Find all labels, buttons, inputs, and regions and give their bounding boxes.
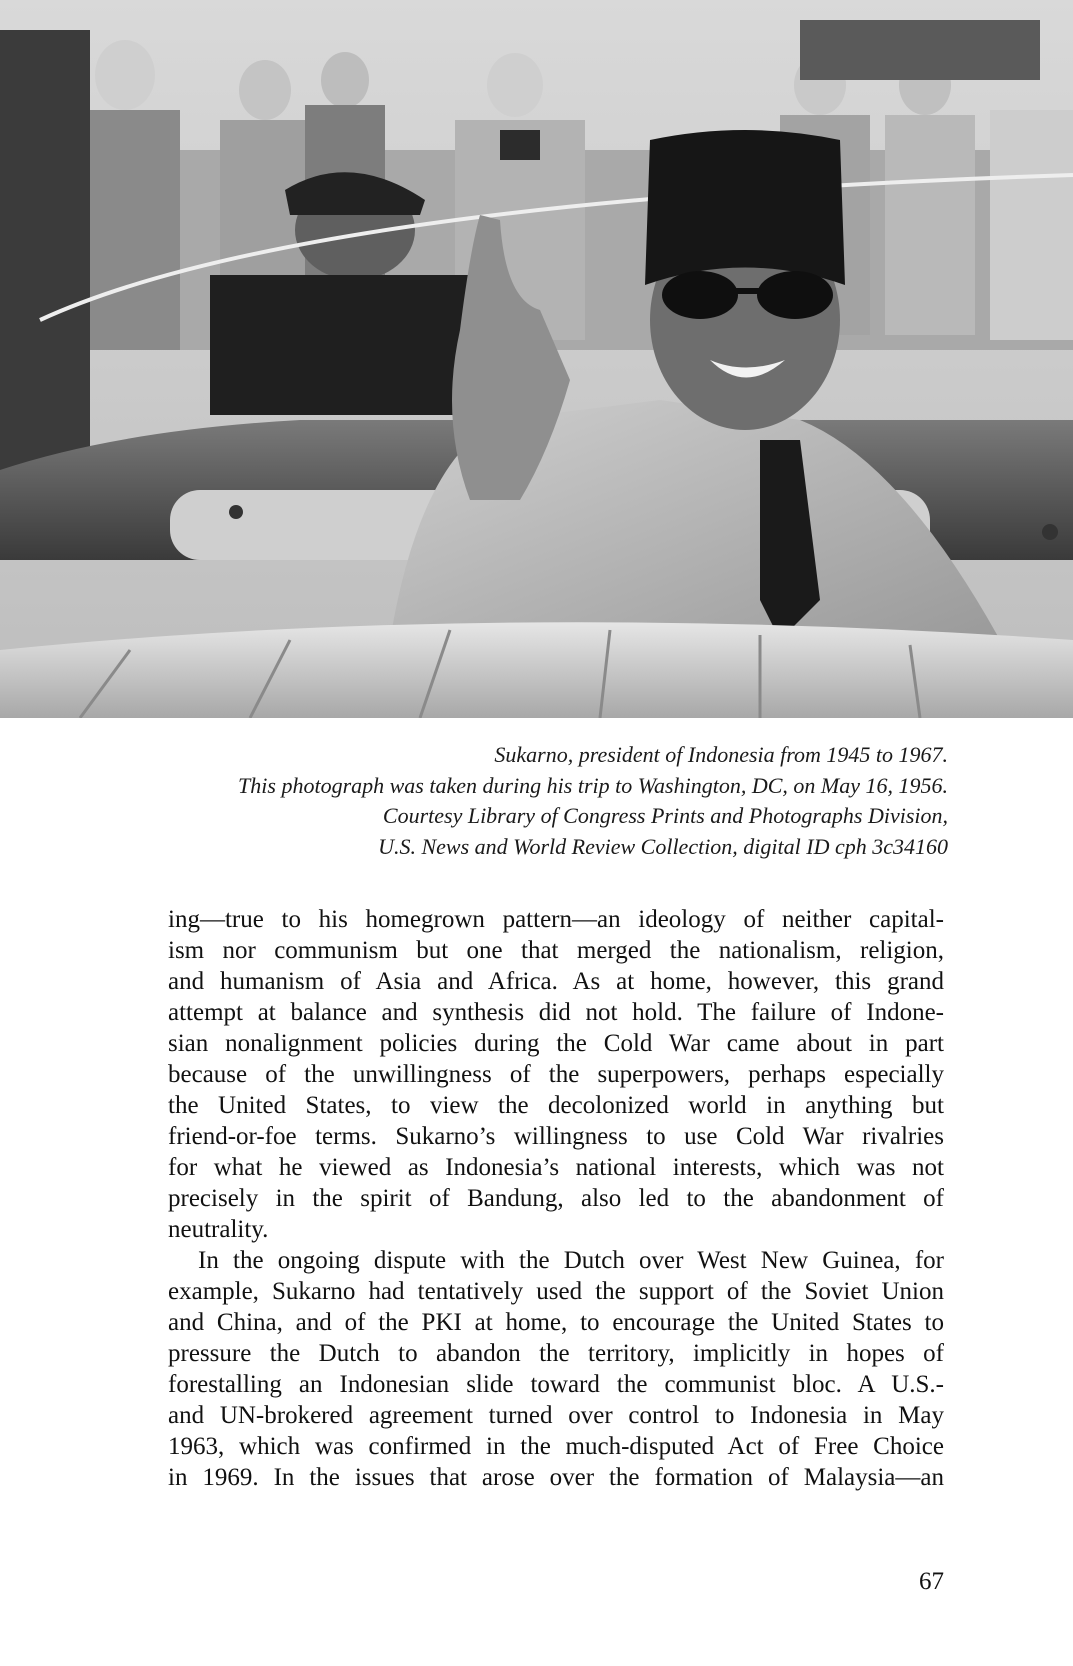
- paragraph-line: because of the unwillingness of the superpowers, perhaps especially: [168, 1061, 944, 1088]
- photograph: [0, 0, 1073, 718]
- paragraph-line: the United States, to view the decolonized world in anything but: [168, 1092, 944, 1119]
- paragraph-line: 1963, which was confirmed in the much-disputed Act of Free Choice: [168, 1433, 944, 1460]
- paragraph-line: for what he viewed as Indonesia’s national interests, which was not: [168, 1154, 944, 1181]
- paragraph-line: attempt at balance and synthesis did not hold. The failure of Indone-: [168, 999, 944, 1026]
- photograph-image: [0, 0, 1073, 718]
- paragraph-line: pressure the Dutch to abandon the territory, implicitly in hopes of: [168, 1340, 944, 1367]
- paragraph-line: neutrality.: [168, 1216, 269, 1243]
- caption-line-4: U.S. News and World Review Collection, digital ID cph 3c34160: [378, 833, 948, 859]
- paragraph-line: in 1969. In the issues that arose over the formation of Malaysia—an: [168, 1464, 944, 1491]
- paragraph-line: and humanism of Asia and Africa. As at home, however, this grand: [168, 968, 944, 995]
- paragraph-line: and China, and of the PKI at home, to encourage the United States to: [168, 1309, 944, 1336]
- paragraph-line: precisely in the spirit of Bandung, also led to the abandonment of: [168, 1185, 944, 1212]
- photo-caption: [100, 740, 948, 862]
- page-number: 67: [919, 1568, 944, 1595]
- caption-line-3: Courtesy Library of Congress Prints and Photographs Division,: [382, 803, 948, 828]
- paragraph-line: example, Sukarno had tentatively used the support of the Soviet Union: [168, 1278, 944, 1305]
- caption-line-2: This photograph was taken during his trip to Washington, DC, on May 16, 1956.: [238, 772, 948, 798]
- body-text: [168, 904, 944, 1493]
- paragraph-line: and UN-brokered agreement turned over control to Indonesia in May: [168, 1402, 944, 1429]
- paragraph-1: [168, 904, 944, 1245]
- paragraph-line: In the ongoing dispute with the Dutch over West New Guinea, for: [198, 1247, 944, 1274]
- paragraph-line: forestalling an Indonesian slide toward the communist bloc. A U.S.-: [168, 1371, 944, 1398]
- paragraph-line: friend-or-foe terms. Sukarno’s willingness to use Cold War rivalries: [168, 1123, 944, 1150]
- caption-line-1: Sukarno, president of Indonesia from 1945 to 1967.: [494, 742, 948, 767]
- paragraph-line: sian nonalignment policies during the Cold War came about in part: [168, 1030, 944, 1057]
- paragraph-line: ing—true to his homegrown pattern—an ideology of neither capital-: [168, 906, 944, 933]
- paragraph-2: [168, 1245, 944, 1493]
- paragraph-line: ism nor communism but one that merged the nationalism, religion,: [168, 937, 944, 964]
